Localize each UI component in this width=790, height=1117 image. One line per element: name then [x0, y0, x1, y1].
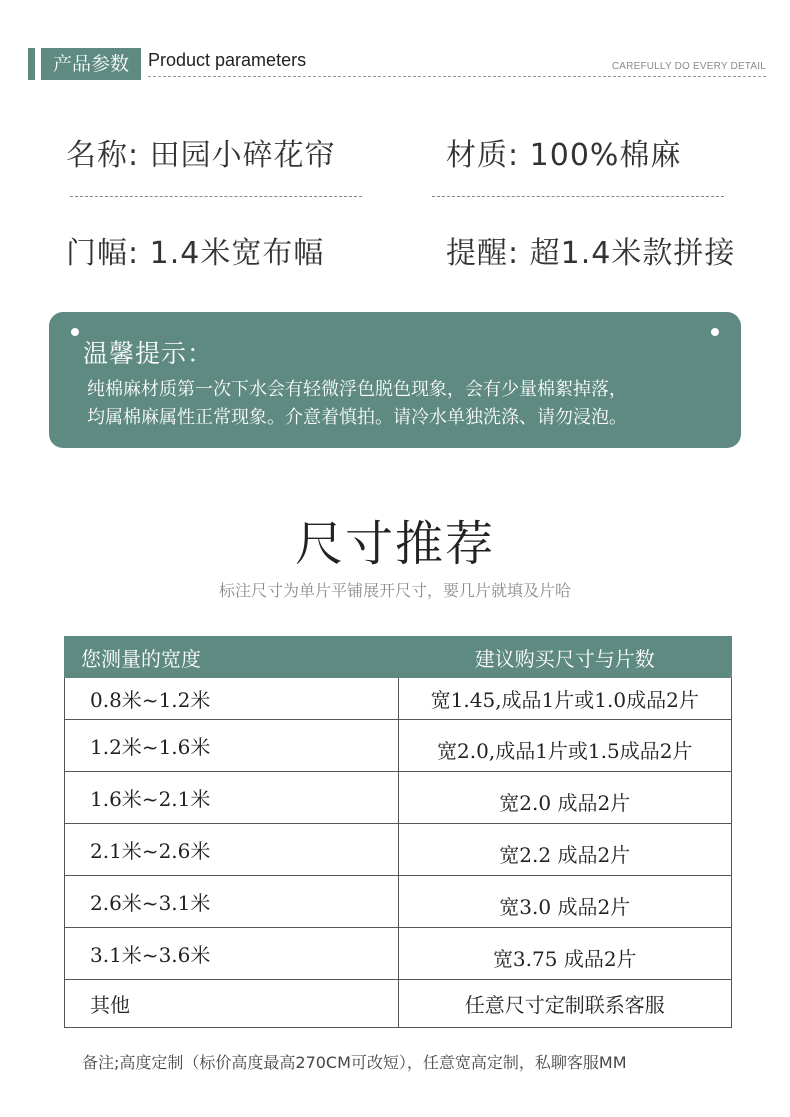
table-row — [65, 980, 732, 1028]
section-title-en: Product parameters — [148, 50, 307, 70]
table-cell-width: 1.2米~1.6米 — [65, 720, 399, 772]
table-row — [65, 876, 732, 928]
notice-dot-right — [711, 328, 719, 336]
table-cell-suggestion: 任意尺寸定制联系客服 — [398, 980, 732, 1028]
table-cell-width: 3.1米~3.6米 — [65, 928, 399, 980]
table-cell-width: 其他 — [65, 980, 399, 1028]
table-row — [65, 824, 732, 876]
table-cell-suggestion-text: 宽3.0 成品2片 — [499, 895, 631, 919]
table-row — [65, 720, 732, 772]
notice-line-1: 纯棉麻材质第一次下水会有轻微浮色脱色现象，会有少量棉絮掉落， — [87, 379, 627, 400]
param-divider-left — [70, 196, 362, 197]
param-name: 名称: 田园小碎花帘 — [66, 138, 336, 173]
table-cell-suggestion — [398, 824, 732, 876]
table-cell-width: 2.6米~3.1米 — [65, 876, 399, 928]
table-cell-width: 1.6米~2.1米 — [65, 772, 399, 824]
table-cell-suggestion — [398, 720, 732, 772]
table-row — [65, 928, 732, 980]
table-header-suggested-size: 建议购买尺寸与片数 — [398, 637, 732, 678]
table-cell-suggestion — [398, 928, 732, 980]
table-header-row — [65, 637, 732, 678]
table-cell-suggestion-text: 宽2.2 成品2片 — [499, 843, 631, 867]
table-cell-width: 2.1米~2.6米 — [65, 824, 399, 876]
table-row — [65, 772, 732, 824]
table-row — [65, 678, 732, 720]
param-reminder: 提醒: 超1.4米款拼接 — [446, 236, 736, 271]
param-material: 材质: 100%棉麻 — [446, 138, 682, 173]
table-cell-suggestion — [398, 876, 732, 928]
size-subtitle: 标注尺寸为单片平铺展开尺寸，要几片就填及片哈 — [218, 581, 571, 600]
header-tagline: CAREFULLY DO EVERY DETAIL — [611, 61, 766, 72]
header-accent-bar — [28, 48, 35, 80]
size-table — [64, 636, 732, 1028]
table-header-measured-width: 您测量的宽度 — [65, 637, 399, 678]
table-cell-suggestion: 宽1.45,成品1片或1.0成品2片 — [398, 678, 732, 720]
remark-note: 备注;高度定制（标价高度最高270CM可改短），任意宽高定制，私聊客服MM — [82, 1053, 627, 1072]
table-cell-suggestion-text: 宽3.75 成品2片 — [492, 947, 637, 971]
notice-line-2: 均属棉麻属性正常现象。介意着慎拍。请冷水单独洗涤、请勿浸泡。 — [87, 407, 627, 428]
size-title: 尺寸推荐 — [294, 516, 495, 572]
notice-text — [87, 376, 627, 432]
table-cell-suggestion — [398, 772, 732, 824]
notice-title: 温馨提示： — [83, 339, 214, 368]
notice-box — [49, 312, 741, 448]
param-divider-right — [432, 196, 724, 197]
table-cell-suggestion-text: 宽2.0 成品2片 — [499, 791, 631, 815]
notice-dot-left — [71, 328, 79, 336]
param-width: 门幅: 1.4米宽布幅 — [66, 236, 325, 271]
header-divider — [148, 76, 766, 77]
section-title-cn: 产品参数 — [41, 48, 141, 80]
table-cell-suggestion-text: 宽2.0,成品1片或1.5成品2片 — [437, 739, 693, 763]
table-cell-width: 0.8米~1.2米 — [65, 678, 399, 720]
